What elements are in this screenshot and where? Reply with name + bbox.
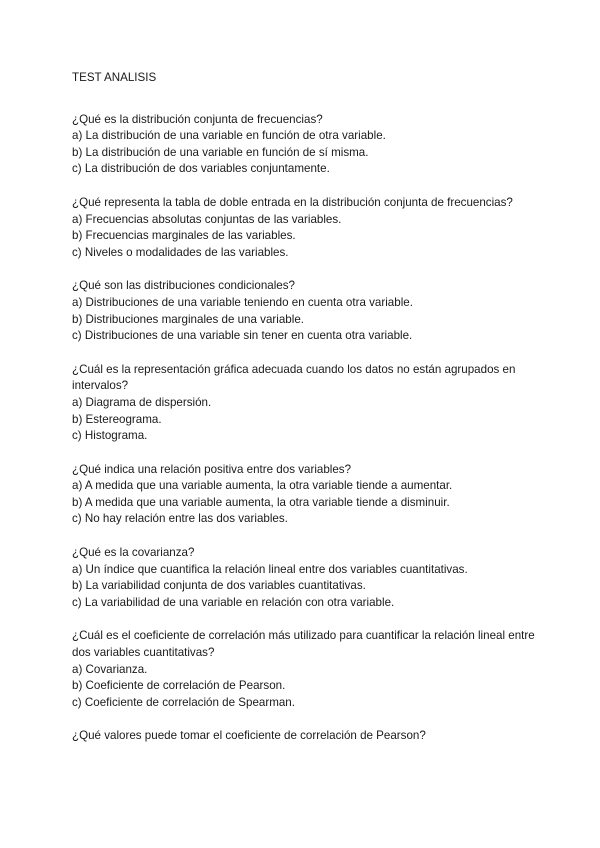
answer-option-b: b) La variabilidad conjunta de dos variables cuantitativas. bbox=[72, 579, 366, 593]
question-block-5 bbox=[72, 462, 542, 528]
answer-option-b: b) Frecuencias marginales de las variables. bbox=[72, 229, 296, 243]
answer-option-c: c) No hay relación entre las dos variables. bbox=[72, 512, 288, 526]
answer-option-a: a) Distribuciones de una variable teniendo en cuenta otra variable. bbox=[72, 295, 413, 309]
answer-option-c: c) Niveles o modalidades de las variables. bbox=[72, 245, 289, 259]
document-page bbox=[72, 70, 542, 762]
question-block-6 bbox=[72, 545, 542, 611]
answer-option-c: c) La distribución de dos variables conjuntamente. bbox=[72, 162, 330, 176]
question-block-4 bbox=[72, 362, 542, 445]
answer-option-a: a) A medida que una variable aumenta, la otra variable tiende a aumentar. bbox=[72, 479, 453, 493]
question-block-8 bbox=[72, 728, 542, 745]
question-block-1 bbox=[72, 112, 542, 178]
answer-option-a: a) Frecuencias absolutas conjuntas de las variables. bbox=[72, 212, 342, 226]
answer-option-c: c) Distribuciones de una variable sin tener en cuenta otra variable. bbox=[72, 329, 413, 343]
question-text: ¿Cuál es la representación gráfica adecuada cuando los datos no están agrupados en intervalos? bbox=[72, 362, 516, 393]
answer-option-b: b) Distribuciones marginales de una variable. bbox=[72, 312, 304, 326]
question-block-3 bbox=[72, 278, 542, 344]
question-text: ¿Qué son las distribuciones condicionales? bbox=[72, 279, 295, 293]
answer-option-a: a) Covarianza. bbox=[72, 662, 148, 676]
answer-option-b: b) A medida que una variable aumenta, la otra variable tiende a disminuir. bbox=[72, 495, 450, 509]
question-block-2 bbox=[72, 195, 542, 261]
answer-option-a: a) La distribución de una variable en función de otra variable. bbox=[72, 129, 386, 143]
document-title: TEST ANALISIS bbox=[72, 71, 157, 84]
answer-option-b: b) Estereograma. bbox=[72, 412, 162, 426]
question-block-7 bbox=[72, 628, 542, 711]
answer-option-b: b) La distribución de una variable en función de sí misma. bbox=[72, 145, 369, 159]
question-text: ¿Qué valores puede tomar el coeficiente de correlación de Pearson? bbox=[72, 729, 426, 743]
answer-option-a: a) Un índice que cuantifica la relación lineal entre dos variables cuantitativas. bbox=[72, 562, 468, 576]
answer-option-c: c) La variabilidad de una variable en relación con otra variable. bbox=[72, 595, 395, 609]
question-text: ¿Cuál es el coeficiente de correlación más utilizado para cuantificar la relación lineal entre dos variables cuantitativas? bbox=[72, 629, 535, 660]
question-text: ¿Qué es la distribución conjunta de frecuencias? bbox=[72, 112, 323, 126]
question-text: ¿Qué es la covarianza? bbox=[72, 546, 195, 560]
answer-option-c: c) Coeficiente de correlación de Spearman. bbox=[72, 695, 295, 709]
answer-option-a: a) Diagrama de dispersión. bbox=[72, 395, 212, 409]
question-text: ¿Qué representa la tabla de doble entrada en la distribución conjunta de frecuencias? bbox=[72, 195, 513, 209]
answer-option-b: b) Coeficiente de correlación de Pearson. bbox=[72, 679, 286, 693]
answer-option-c: c) Histograma. bbox=[72, 429, 148, 443]
question-text: ¿Qué indica una relación positiva entre dos variables? bbox=[72, 462, 352, 476]
